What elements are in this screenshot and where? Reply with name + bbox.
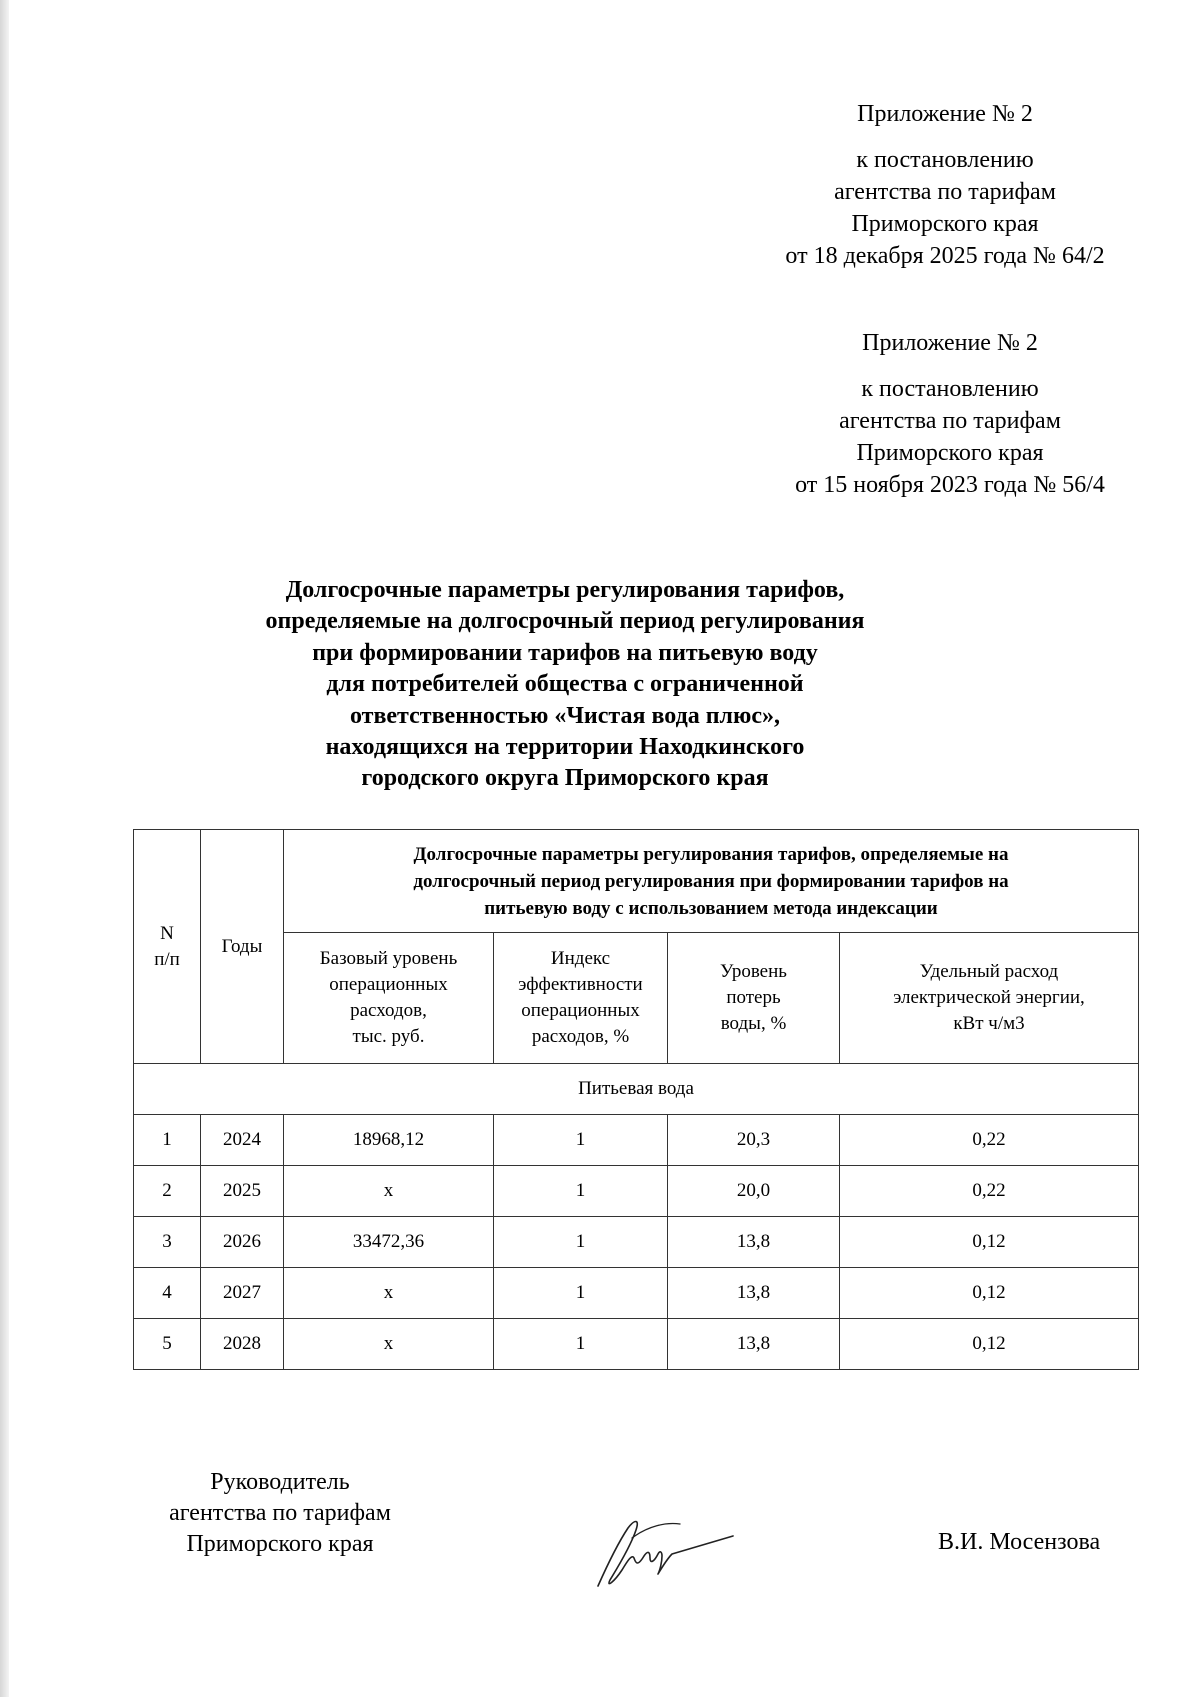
cell-base-expenses: х: [284, 1166, 494, 1217]
appendix-line: агентства по тарифам: [834, 179, 1056, 205]
appendix-header-original: [725, 327, 1175, 501]
appendix-line: Приморского края: [856, 440, 1044, 466]
signer-position-line: Приморского края: [186, 1531, 374, 1557]
column-group-header: [284, 830, 1139, 933]
header-line: тыс. руб.: [352, 1026, 425, 1047]
header-line: долгосрочный период регулирования при формировании тарифов на: [413, 870, 1009, 892]
title-line: определяемые на долгосрочный период регулирования: [265, 608, 865, 635]
header-line: п/п: [154, 948, 180, 970]
appendix-header-current: [720, 98, 1170, 272]
cell-number: 4: [134, 1268, 201, 1319]
cell-year: 2024: [201, 1115, 284, 1166]
appendix-line: от 18 декабря 2025 года № 64/2: [785, 243, 1105, 269]
section-row: [134, 1064, 1139, 1115]
tariff-parameters-table: [133, 829, 1139, 1370]
cell-number: 1: [134, 1115, 201, 1166]
header-line: Базовый уровень: [319, 948, 458, 969]
column-header-years: Годы: [201, 830, 284, 1064]
cell-water-loss: 20,0: [668, 1166, 840, 1217]
column-header-energy: [840, 933, 1139, 1064]
cell-year: 2027: [201, 1268, 284, 1319]
cell-number: 2: [134, 1166, 201, 1217]
signer-position-line: агентства по тарифам: [169, 1500, 391, 1526]
cell-energy: 0,12: [840, 1268, 1139, 1319]
appendix-line: Приморского края: [851, 211, 1039, 237]
header-line: Удельный расход: [919, 961, 1059, 982]
table-subheader-row: [134, 933, 1139, 1064]
handwritten-signature: [588, 1508, 738, 1593]
appendix-title: Приложение № 2: [862, 330, 1038, 356]
cell-water-loss: 13,8: [668, 1319, 840, 1370]
header-line: воды, %: [720, 1013, 787, 1034]
cell-efficiency-index: 1: [494, 1217, 668, 1268]
header-line: Индекс: [550, 948, 611, 969]
column-header-base-expenses: [284, 933, 494, 1064]
title-line: находящихся на территории Находкинского: [325, 734, 805, 761]
title-line: при формировании тарифов на питьевую воду: [312, 639, 818, 666]
table-row: [134, 1166, 1139, 1217]
cell-base-expenses: х: [284, 1319, 494, 1370]
appendix-title: Приложение № 2: [857, 101, 1033, 127]
table-row: [134, 1319, 1139, 1370]
header-line: кВт ч/м3: [953, 1013, 1025, 1034]
header-line: потерь: [726, 987, 781, 1008]
cell-water-loss: 13,8: [668, 1268, 840, 1319]
cell-year: 2025: [201, 1166, 284, 1217]
cell-energy: 0,12: [840, 1319, 1139, 1370]
scan-margin-shade: [0, 0, 9, 1697]
section-label: Питьевая вода: [134, 1064, 1139, 1115]
cell-water-loss: 20,3: [668, 1115, 840, 1166]
header-line: операционных: [329, 974, 448, 995]
cell-base-expenses: х: [284, 1268, 494, 1319]
header-line: расходов, %: [531, 1026, 630, 1047]
cell-water-loss: 13,8: [668, 1217, 840, 1268]
header-line: электрической энергии,: [893, 987, 1085, 1008]
column-header-efficiency-index: [494, 933, 668, 1064]
title-line: Долгосрочные параметры регулирования тарифов,: [285, 577, 845, 603]
cell-energy: 0,12: [840, 1217, 1139, 1268]
header-line: Уровень: [720, 961, 787, 982]
cell-year: 2026: [201, 1217, 284, 1268]
cell-number: 3: [134, 1217, 201, 1268]
header-line: питьевую воду с использованием метода индексации: [484, 897, 938, 919]
signer-position: [140, 1467, 420, 1560]
cell-efficiency-index: 1: [494, 1319, 668, 1370]
cell-efficiency-index: 1: [494, 1166, 668, 1217]
cell-base-expenses: 18968,12: [284, 1115, 494, 1166]
title-line: для потребителей общества с ограниченной: [326, 671, 804, 698]
header-line: расходов,: [350, 1000, 427, 1021]
title-line: ответственностью «Чистая вода плюс»,: [349, 702, 781, 729]
table-row: [134, 1217, 1139, 1268]
signer-position-line: Руководитель: [210, 1469, 350, 1495]
table-header-row: [134, 830, 1139, 933]
header-line: Долгосрочные параметры регулирования тарифов, определяемые на: [413, 843, 1009, 865]
cell-efficiency-index: 1: [494, 1268, 668, 1319]
signer-name: В.И. Мосензова: [938, 1529, 1101, 1555]
cell-energy: 0,22: [840, 1166, 1139, 1217]
appendix-line: агентства по тарифам: [839, 408, 1061, 434]
title-line: городского округа Приморского края: [361, 765, 769, 792]
column-header-water-loss: [668, 933, 840, 1064]
document-title: [180, 575, 950, 795]
header-line: операционных: [521, 1000, 640, 1021]
cell-year: 2028: [201, 1319, 284, 1370]
table-row: [134, 1115, 1139, 1166]
cell-efficiency-index: 1: [494, 1115, 668, 1166]
cell-energy: 0,22: [840, 1115, 1139, 1166]
table-row: [134, 1268, 1139, 1319]
cell-base-expenses: 33472,36: [284, 1217, 494, 1268]
cell-number: 5: [134, 1319, 201, 1370]
appendix-line: от 15 ноября 2023 года № 56/4: [795, 472, 1105, 498]
column-header-number: [134, 830, 201, 1064]
appendix-line: к постановлению: [861, 376, 1039, 402]
header-line: N: [160, 922, 174, 944]
appendix-line: к постановлению: [856, 147, 1034, 173]
header-line: эффективности: [518, 974, 643, 995]
